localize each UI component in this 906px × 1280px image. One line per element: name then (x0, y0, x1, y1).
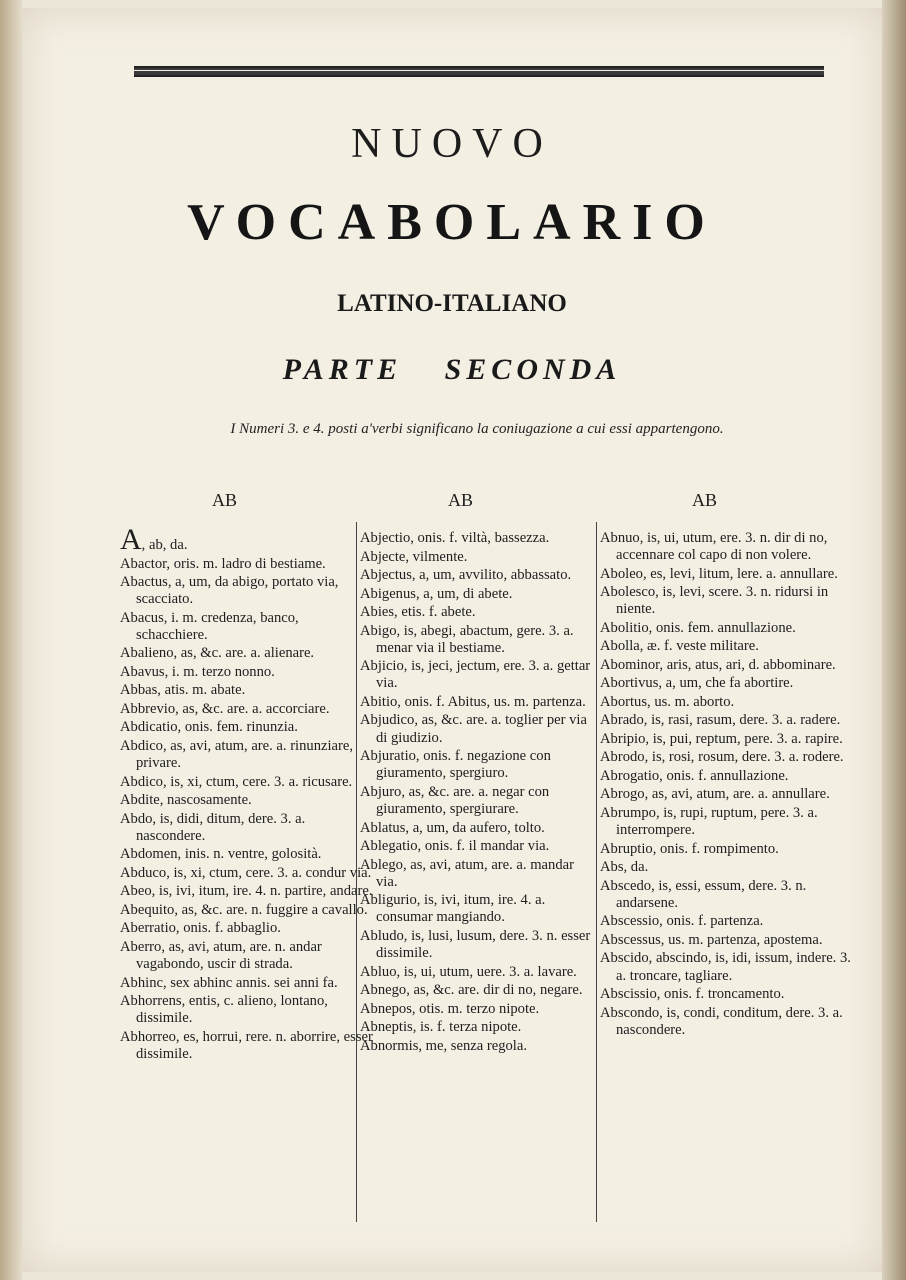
dictionary-entry: Abominor, aris, atus, ari, d. abbominare. (600, 656, 836, 673)
dictionary-entry: Abavus, i. m. terzo nonno. (120, 663, 275, 680)
dictionary-entry: Abligurio, is, ivi, itum, ire. 4. a. consumar mangiando. (360, 892, 546, 926)
dictionary-entry: Abnego, as, &c. are. dir di no, negare. (360, 982, 583, 999)
dictionary-entry: Abdomen, inis. n. ventre, golosità. (120, 846, 322, 863)
dictionary-entry: Abrado, is, rasi, rasum, dere. 3. a. radere. (600, 712, 841, 729)
dictionary-entry: Abjecte, vilmente. (360, 548, 468, 565)
title-latino-italiano: LATINO-ITALIANO (337, 290, 567, 317)
dictionary-entry: Abolitio, onis. fem. annullazione. (600, 619, 796, 636)
initial-letter: A (120, 523, 142, 556)
dictionary-entry: Abneptis, is. f. terza nipote. (360, 1019, 522, 1036)
first-entry-text: , ab, da. (141, 537, 188, 553)
dictionary-entry: Abbas, atis. m. abate. (120, 682, 246, 699)
title-nuovo: NUOVO (351, 121, 553, 167)
dictionary-entry: Abduco, is, xi, ctum, cere. 3. a. condur via. (120, 864, 372, 881)
dictionary-entry: Aberratio, onis. f. abbaglio. (120, 920, 281, 937)
page-edge-right (882, 0, 906, 1280)
dictionary-entry: Abactor, oris. m. ladro di bestiame. (120, 555, 326, 572)
first-entry (120, 523, 374, 556)
dictionary-entry: Aboleo, es, levi, litum, lere. a. annullare. (600, 565, 838, 582)
conjugation-note: I Numeri 3. e 4. posti a'verbi significano la coniugazione a cui essi appartengono. (230, 421, 724, 437)
dictionary-entry: Abjicio, is, jeci, jectum, ere. 3. a. gettar via. (360, 658, 591, 692)
dictionary-entry: Abluo, is, ui, utum, uere. 3. a. lavare. (360, 963, 577, 980)
dictionary-entry: Abnormis, me, senza regola. (360, 1037, 527, 1054)
dictionary-column-1 (120, 523, 374, 1064)
dictionary-entry: Abbrevio, as, &c. are. a. accorciare. (120, 700, 330, 717)
dictionary-entry: Abeo, is, ivi, itum, ire. 4. n. partire, andare. (120, 883, 373, 900)
column-head-2: AB (448, 490, 474, 510)
dictionary-entry: Abdico, is, xi, ctum, cere. 3. a. ricusare. (120, 773, 353, 790)
dictionary-entry: Abigo, is, abegi, abactum, gere. 3. a. menar via il bestiame. (360, 622, 574, 656)
dictionary-entry: Abscondo, is, condi, conditum, dere. 3. a. nascondere. (600, 1004, 843, 1038)
dictionary-entry: Abequito, as, &c. are. n. fuggire a cavallo. (120, 901, 368, 918)
column-head-3: AB (692, 490, 718, 510)
dictionary-entry: Abscido, abscindo, is, idi, issum, indere. 3. a. troncare, tagliare. (600, 950, 851, 984)
dictionary-entry: Abhorrens, entis, c. alieno, lontano, dissimile. (120, 993, 328, 1027)
dictionary-entry: Abies, etis. f. abete. (360, 604, 476, 620)
column-head-1: AB (212, 490, 238, 510)
dictionary-column-2 (360, 530, 596, 1056)
dictionary-entry: Ablatus, a, um, da aufero, tolto. (360, 819, 545, 836)
dictionary-entry: Abscessio, onis. f. partenza. (600, 913, 764, 930)
dictionary-entry: Abjectio, onis. f. viltà, bassezza. (360, 530, 550, 546)
dictionary-entry: Abrumpo, is, rupi, ruptum, pere. 3. a. interrompere. (600, 804, 818, 839)
dictionary-entry: Abscedo, is, essi, essum, dere. 3. n. andarsene. (600, 877, 807, 911)
dictionary-entry: Abitio, onis. f. Abitus, us. m. partenza. (360, 693, 586, 710)
dictionary-entry: Abactus, a, um, da abigo, portato via, scacciato. (120, 574, 339, 608)
dictionary-entry: Abjuro, as, &c. are. a. negar con giuramento, spergiurare. (360, 783, 550, 818)
dictionary-entry: Abscessus, us. m. partenza, apostema. (600, 931, 823, 948)
dictionary-entry: Abrodo, is, rosi, rosum, dere. 3. a. rodere. (600, 749, 844, 766)
dictionary-entry: Ablegatio, onis. f. il mandar via. (360, 838, 550, 855)
dictionary-entry: Abs, da. (600, 859, 649, 876)
column-divider-2 (596, 522, 597, 1222)
dictionary-entry: Abdicatio, onis. fem. rinunzia. (120, 719, 298, 736)
dictionary-entry: Abjuratio, onis. f. negazione con giuramento, spergiuro. (360, 748, 551, 782)
dictionary-entry: Abruptio, onis. f. rompimento. (600, 840, 779, 857)
dictionary-entry: Abripio, is, pui, reptum, pere. 3. a. rapire. (600, 730, 843, 747)
title-parte-seconda: PARTE SECONDA (282, 353, 622, 386)
dictionary-entry: Abrogatio, onis. f. annullazione. (600, 767, 789, 784)
dictionary-entry: Abortus, us. m. aborto. (600, 693, 735, 710)
dictionary-entry: Abnuo, is, ui, utum, ere. 3. n. dir di no, accennare col capo di non volere. (600, 530, 828, 564)
dictionary-entry: Abjudico, as, &c. are. a. toglier per via di giudizio. (360, 712, 587, 746)
header-rule (134, 66, 824, 77)
title-vocabolario: VOCABOLARIO (187, 194, 717, 251)
dictionary-entry: Abjectus, a, um, avvilito, abbassato. (360, 567, 572, 583)
dictionary-entry: Abnepos, otis. m. terzo nipote. (360, 1000, 540, 1017)
dictionary-entry: Abigenus, a, um, di abete. (360, 585, 513, 602)
dictionary-entry: Abhorreo, es, horrui, rere. n. aborrire, esser dissimile. (120, 1028, 373, 1062)
dictionary-entry: Abludo, is, lusi, lusum, dere. 3. n. esser dissimile. (360, 927, 591, 962)
dictionary-entry: Abolla, æ. f. veste militare. (600, 638, 759, 655)
dictionary-entry: Abolesco, is, levi, scere. 3. n. ridursi in niente. (600, 584, 829, 618)
dictionary-column-3 (600, 530, 856, 1040)
dictionary-entry: Abortivus, a, um, che fa abortire. (600, 675, 794, 692)
dictionary-entry: Abacus, i. m. credenza, banco, schacchiere. (120, 609, 299, 643)
dictionary-entry: Ablego, as, avi, atum, are. a. mandar via. (360, 856, 574, 890)
dictionary-entry: Abrogo, as, avi, atum, are. a. annullare. (600, 786, 830, 803)
dictionary-entry: Aberro, as, avi, atum, are. n. andar vagabondo, uscir di strada. (120, 938, 322, 973)
dictionary-entry: Abalieno, as, &c. are. a. alienare. (120, 645, 315, 662)
page-edge-left (0, 0, 22, 1280)
dictionary-entry: Abdo, is, didi, ditum, dere. 3. a. nascondere. (120, 810, 306, 844)
column-heads (22, 490, 882, 514)
dictionary-entry: Abhinc, sex abhinc annis. sei anni fa. (120, 974, 338, 991)
dictionary-entry: Abscissio, onis. f. troncamento. (600, 986, 785, 1003)
dictionary-entry: Abdico, as, avi, atum, are. a. rinunziare, privare. (120, 737, 354, 772)
dictionary-entry: Abdite, nascosamente. (120, 792, 252, 809)
book-page (22, 8, 882, 1272)
